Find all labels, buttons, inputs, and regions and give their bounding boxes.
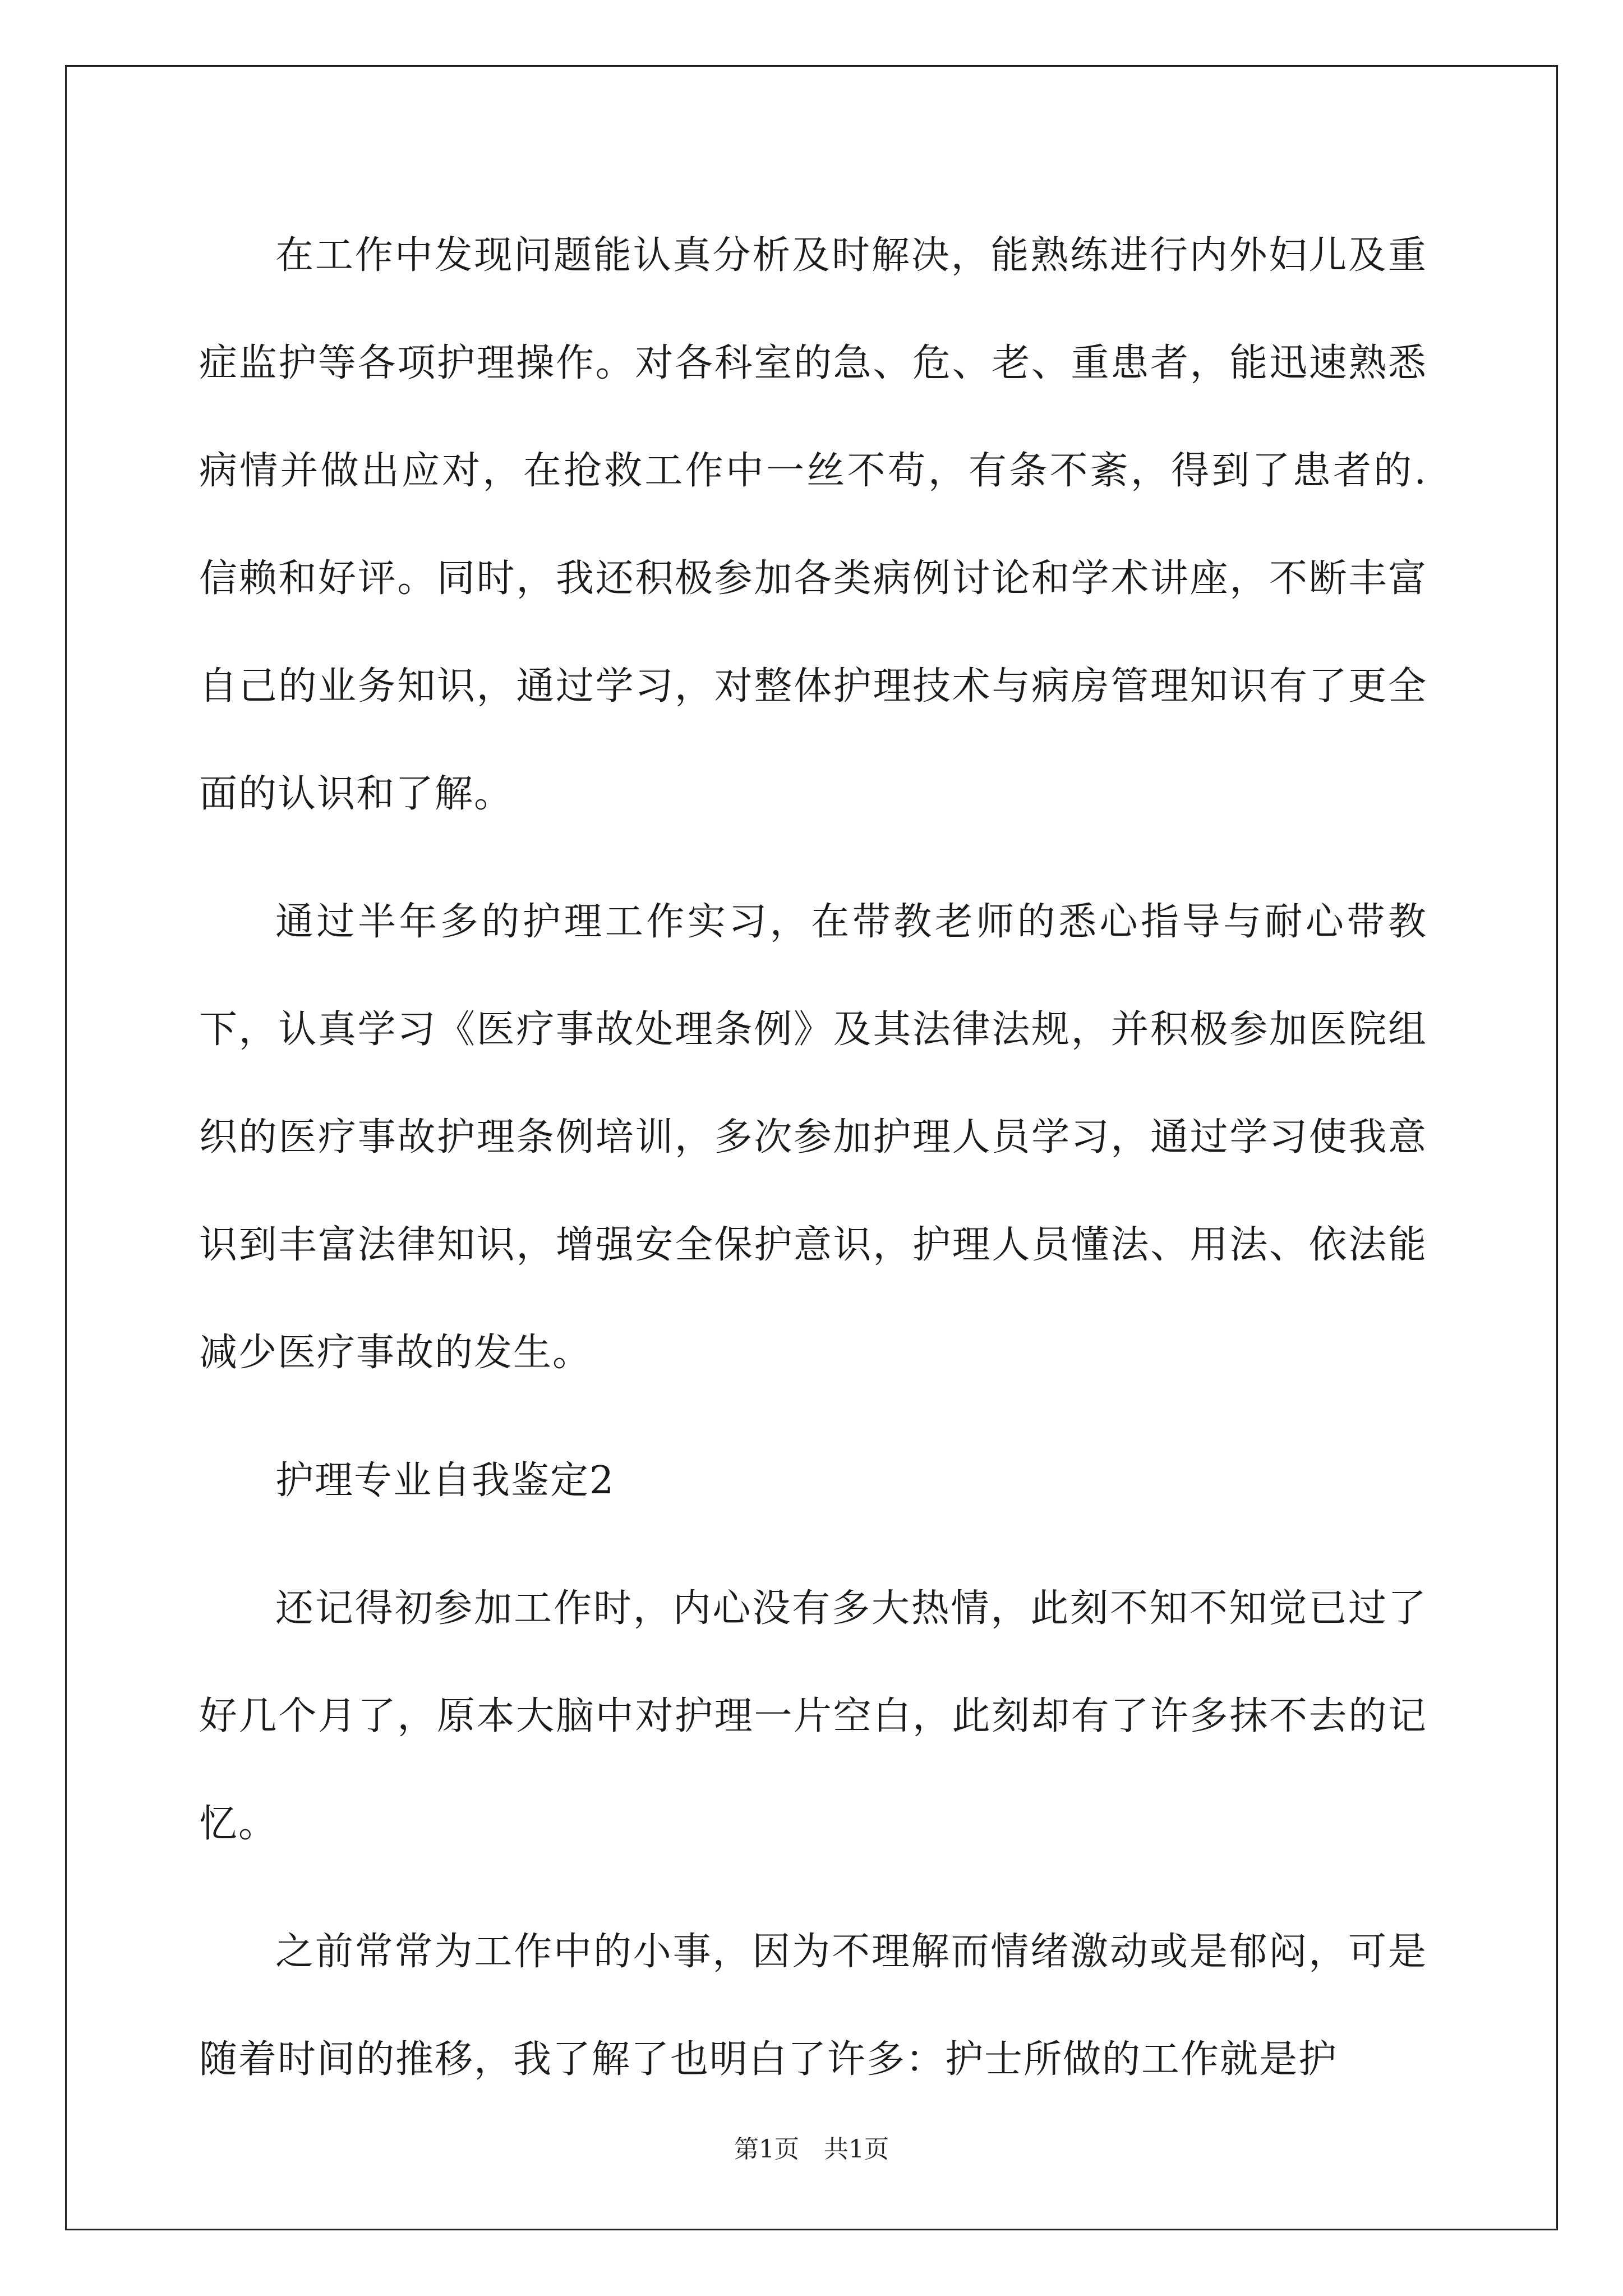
page-footer	[0, 2129, 1623, 2165]
page-number-current: 第1页	[734, 2135, 799, 2164]
paragraph-1: 在工作中发现问题能认真分析及时解决，能熟练进行内外妇儿及重症监护等各项护理操作。对各科室的急、危、老、重患者，能迅速熟悉病情并做出应对，在抢救工作中一丝不苟，有条不紊，得到了患者的.信赖和好评。同时，我还积极参加各类病例讨论和学术讲座，不断丰富自己的业务知识，通过学习，对整体护理技术与病房管理知识有了更全面的认识和了解。	[199, 233, 1427, 816]
paragraph-2: 通过半年多的护理工作实习，在带教老师的悉心指导与耐心带教下，认真学习《医疗事故处理条例》及其法律法规，并积极参加医院组织的医疗事故护理条例培训，多次参加护理人员学习，通过学习使我意识到丰富法律知识，增强安全保护意识，护理人员懂法、用法、依法能减少医疗事故的发生。	[199, 900, 1427, 1375]
paragraph-4: 之前常常为工作中的小事，因为不理解而情绪激动或是郁闷，可是随着时间的推移，我了解了也明白了许多：护士所做的工作就是护	[199, 1930, 1427, 2082]
section-heading: 护理专业自我鉴定2	[275, 1458, 615, 1503]
page-number-total: 共1页	[824, 2135, 889, 2164]
document-body	[199, 202, 1427, 2114]
paragraph-3: 还记得初参加工作时，内心没有多大热情，此刻不知不知觉已过了好几个月了，原本大脑中对护理一片空白，此刻却有了许多抹不去的记忆。	[199, 1586, 1427, 1846]
